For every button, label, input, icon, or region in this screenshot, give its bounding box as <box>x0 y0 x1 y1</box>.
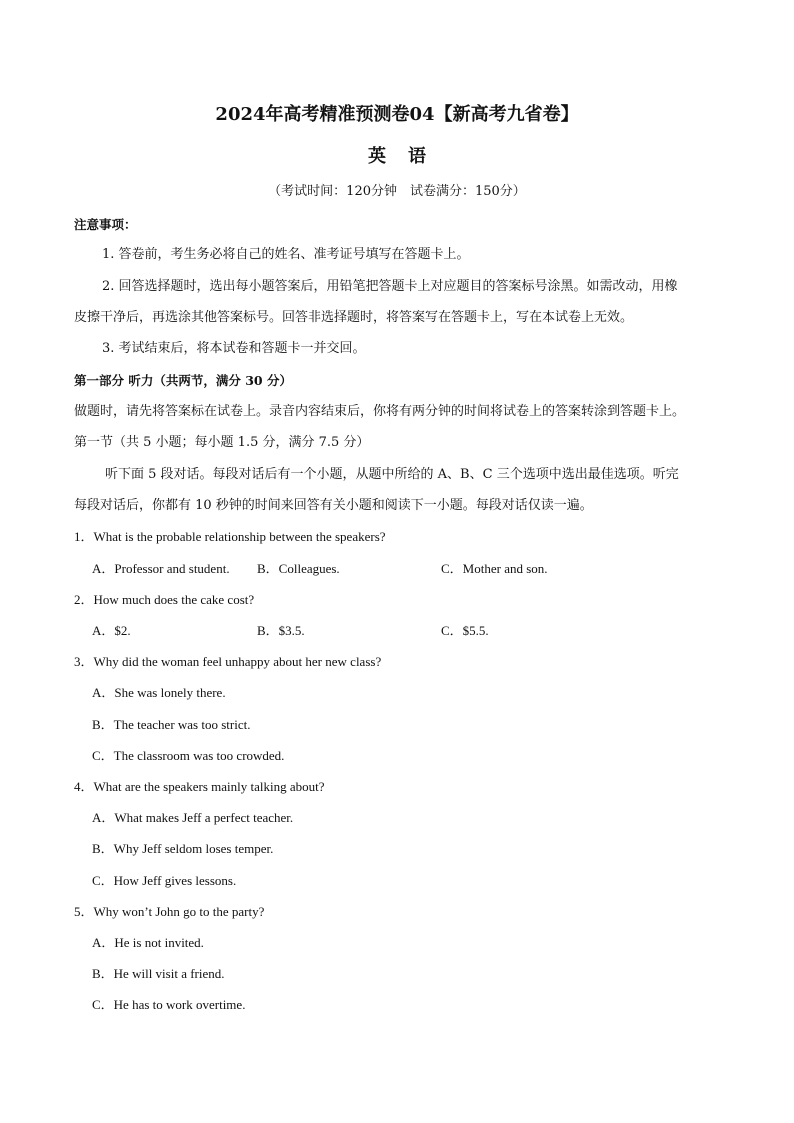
notes-heading: 注意事项： <box>74 217 137 232</box>
section1-heading: 第一节（共 5 小题；每小题 1.5 分，满分 7.5 分） <box>74 435 370 450</box>
question-1-option-b[interactable]: B．Colleagues. <box>257 561 340 576</box>
note-item-2-line-2: 皮擦干净后，再选涂其他答案标号。回答非选择题时，将答案写在答题卡上，写在本试卷上无效。 <box>74 310 634 325</box>
exam-title: 2024年高考精准预测卷04【新高考九省卷】 <box>215 104 579 125</box>
directions-line-2: 每段对话后，你都有 10 秒钟的时间来回答有关小题和阅读下一小题。每段对话仅读一遍。 <box>74 498 593 513</box>
question-2-option-c[interactable]: C．$5.5. <box>441 623 489 638</box>
question-5-option-b[interactable]: B．He will visit a friend. <box>92 966 225 981</box>
note-item-2-line-1: 2. 回答选择题时，选出每小题答案后，用铅笔把答题卡上对应题目的答案标号涂黑。如需改动，用橡 <box>102 279 678 294</box>
note-item-1: 1. 答卷前，考生务必将自己的姓名、准考证号填写在答题卡上。 <box>102 247 470 262</box>
question-5-stem: 5．Why won’t John go to the party? <box>74 904 265 919</box>
exam-info: （考试时间：120分钟 试卷满分：150分） <box>268 184 526 199</box>
subject-char-2: 语 <box>408 146 426 167</box>
question-4-stem: 4．What are the speakers mainly talking about? <box>74 779 325 794</box>
question-1-stem: 1．What is the probable relationship between the speakers? <box>74 529 386 544</box>
part1-instruction: 做题时，请先将答案标在试卷上。录音内容结束后，你将有两分钟的时间将试卷上的答案转涂到答题卡上。 <box>74 404 686 419</box>
subject-title <box>0 148 794 166</box>
question-3-option-b[interactable]: B．The teacher was too strict. <box>92 717 251 732</box>
question-2-option-b[interactable]: B．$3.5. <box>257 623 305 638</box>
note-item-3: 3. 考试结束后，将本试卷和答题卡一并交回。 <box>102 341 366 356</box>
question-1-option-a[interactable]: A．Professor and student. <box>92 561 230 576</box>
question-4-option-c[interactable]: C．How Jeff gives lessons. <box>92 873 237 888</box>
part1-heading: 第一部分 听力（共两节，满分 30 分） <box>74 373 292 388</box>
question-4-option-a[interactable]: A．What makes Jeff a perfect teacher. <box>92 810 294 825</box>
question-1-option-c[interactable]: C．Mother and son. <box>441 561 548 576</box>
question-2-option-a[interactable]: A．$2. <box>92 623 131 638</box>
subject-char-1: 英 <box>368 146 386 167</box>
question-4-option-b[interactable]: B．Why Jeff seldom loses temper. <box>92 841 274 856</box>
question-5-option-c[interactable]: C．He has to work overtime. <box>92 997 246 1012</box>
question-3-option-a[interactable]: A．She was lonely there. <box>92 685 226 700</box>
question-3-stem: 3．Why did the woman feel unhappy about her new class? <box>74 654 382 669</box>
question-3-option-c[interactable]: C．The classroom was too crowded. <box>92 748 285 763</box>
question-5-option-a[interactable]: A．He is not invited. <box>92 935 204 950</box>
directions-line-1: 听下面 5 段对话。每段对话后有一个小题，从题中所给的 A、B、C 三个选项中选出最佳选项。听完 <box>105 467 679 482</box>
question-2-stem: 2．How much does the cake cost? <box>74 592 255 607</box>
